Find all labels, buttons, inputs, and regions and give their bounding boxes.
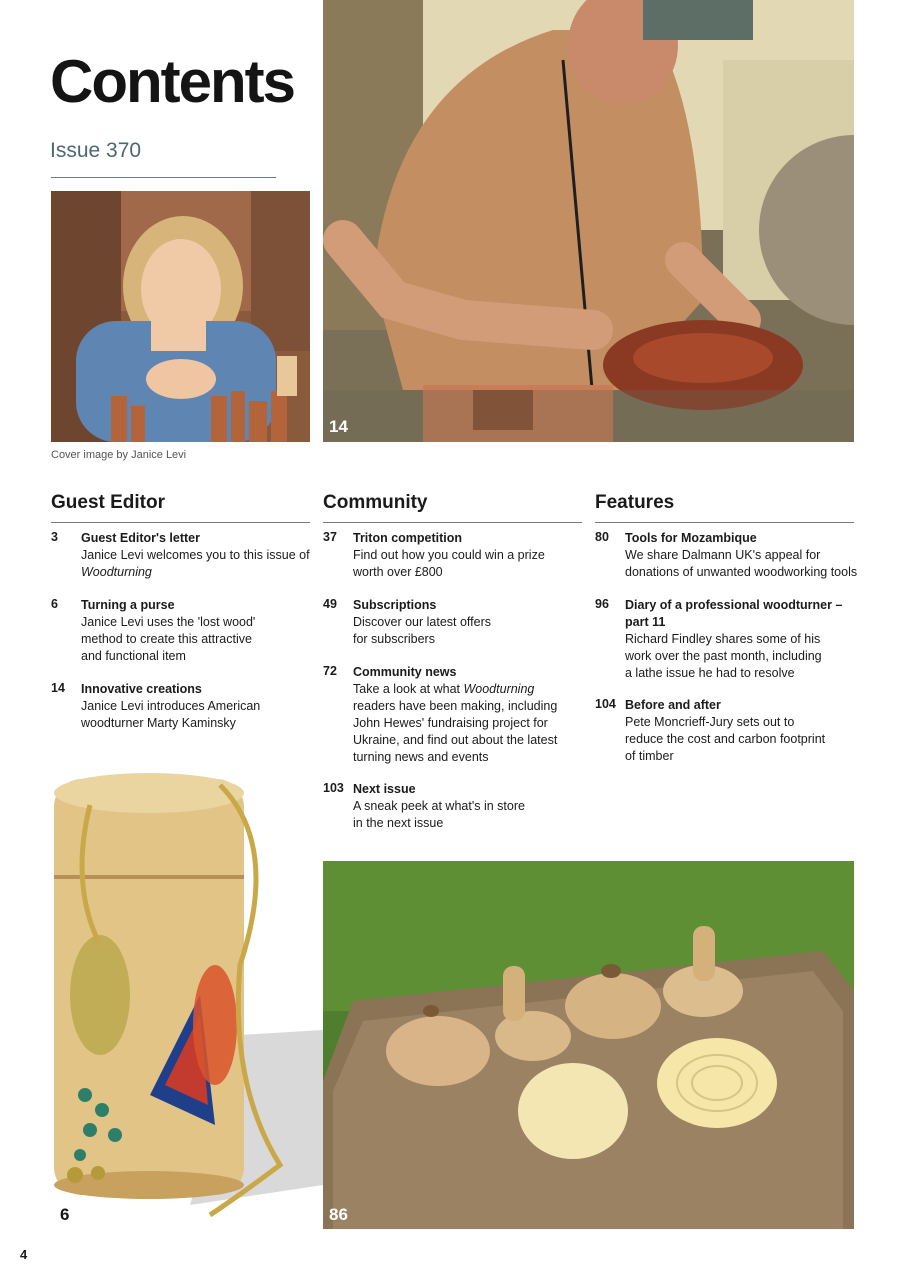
toc-entry[interactable] (595, 697, 860, 765)
entry-page-number: 37 (323, 530, 337, 544)
entry-description: We share Dalmann UK's appeal for donations of unwanted woodworking tools (625, 548, 858, 579)
entry-page-number: 72 (323, 664, 337, 678)
photo-page-number: 14 (329, 417, 348, 436)
entry-title: Before and after (625, 698, 721, 712)
toc-entry[interactable] (51, 597, 316, 665)
toc-entry[interactable] (323, 781, 588, 832)
section-divider (51, 522, 310, 523)
entry-page-number: 6 (51, 597, 58, 611)
section-heading-guest-editor: Guest Editor (51, 492, 166, 513)
toc-entry[interactable] (595, 597, 860, 682)
entry-page-number: 80 (595, 530, 609, 544)
entry-title: Next issue (353, 782, 416, 796)
entry-description: Discover our latest offers for subscribers (353, 615, 492, 646)
section-divider (323, 522, 582, 523)
purse-photo (40, 765, 323, 1228)
title-divider (51, 177, 276, 178)
toc-entry[interactable] (323, 530, 588, 581)
cover-caption: Cover image by Janice Levi (51, 449, 187, 461)
toc-entry[interactable] (51, 530, 316, 581)
toc-entry[interactable] (323, 597, 588, 648)
entry-page-number: 104 (595, 697, 616, 711)
entry-title: Innovative creations (81, 682, 202, 696)
entry-title: Community news (353, 665, 457, 679)
entry-page-number: 3 (51, 530, 58, 544)
entry-description: Find out how you could win a prize worth over £800 (353, 548, 545, 579)
entry-description: Richard Findley shares some of his work over the past month, including a lathe issue he had to resolve (625, 632, 822, 680)
entry-title: Triton competition (353, 531, 463, 545)
entry-description: Janice Levi introduces American woodturner Marty Kaminsky (81, 699, 261, 730)
page-title: Contents (50, 48, 294, 115)
toc-entry[interactable] (51, 681, 316, 732)
entry-description: Take a look at what Woodturning readers have been making, including John Hewes' fundraising project for Ukraine, and find out about the latest turning news and events (353, 682, 558, 764)
entry-title: Tools for Mozambique (625, 531, 757, 545)
photo-page-number: 6 (60, 1205, 70, 1224)
entry-description: Pete Moncrieff-Jury sets out to reduce the cost and carbon footprint of timber (625, 715, 826, 763)
woodturner-photo (323, 0, 854, 442)
section-heading-features: Features (595, 492, 675, 513)
entry-description: Janice Levi welcomes you to this issue of Woodturning (81, 548, 310, 579)
entry-page-number: 103 (323, 781, 344, 795)
entry-title: Diary of a professional woodturner – part 11 (625, 598, 843, 629)
toc-entry[interactable] (595, 530, 860, 581)
entry-title: Guest Editor's letter (81, 531, 200, 545)
section-divider (595, 522, 854, 523)
entry-title: Turning a purse (81, 598, 175, 612)
section-heading-community: Community (323, 492, 428, 513)
entry-description: Janice Levi uses the 'lost wood' method to create this attractive and functional item (81, 615, 256, 663)
cover-photo (51, 191, 310, 442)
photo-page-number: 86 (329, 1205, 348, 1224)
moulds-photo (323, 861, 854, 1229)
issue-number: Issue 370 (50, 139, 142, 162)
entry-page-number: 49 (323, 597, 337, 611)
entry-description: A sneak peek at what's in store in the next issue (353, 799, 525, 830)
entry-page-number: 14 (51, 681, 65, 695)
entry-title: Subscriptions (353, 598, 437, 612)
toc-entry[interactable] (323, 664, 588, 766)
entry-page-number: 96 (595, 597, 609, 611)
folio-page-number: 4 (20, 1247, 28, 1262)
